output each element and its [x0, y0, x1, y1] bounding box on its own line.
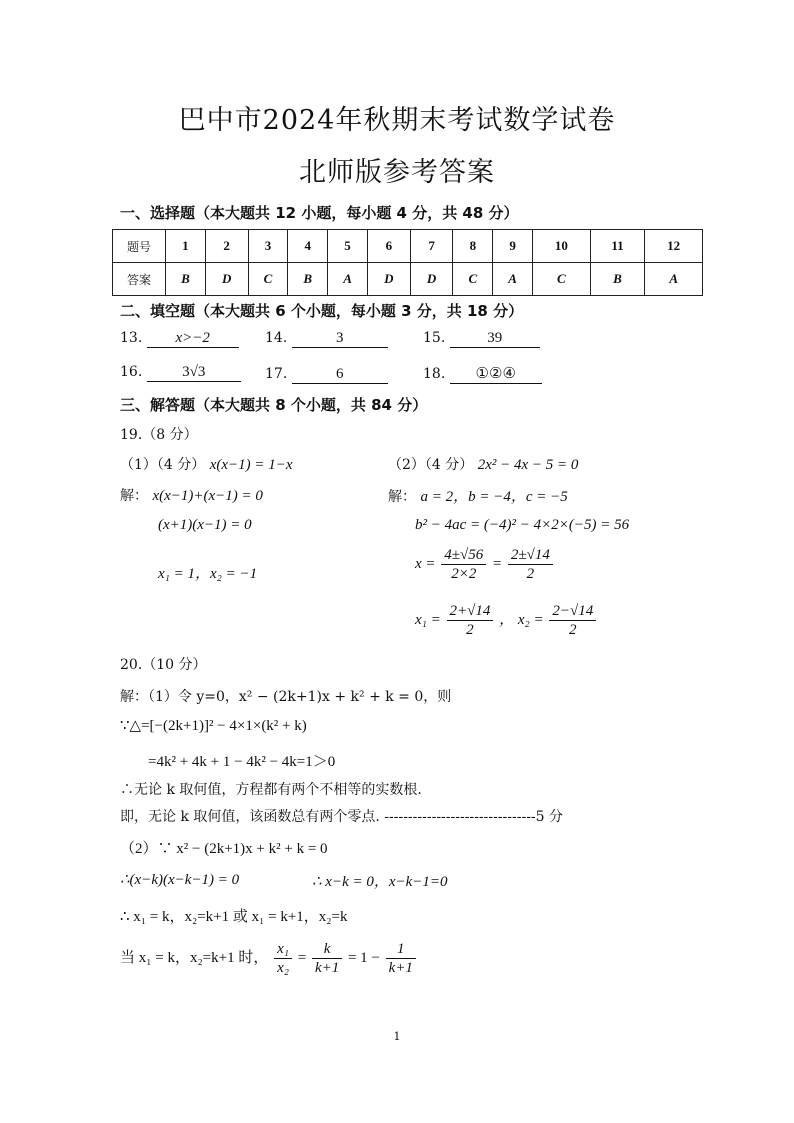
fraction: [441, 546, 486, 583]
question-number-cell: 5: [328, 230, 368, 263]
answer-cell: C: [533, 263, 591, 296]
fill-answer: 39: [450, 330, 540, 348]
q19-part2-line1: [388, 485, 568, 506]
numerator: k: [312, 940, 342, 959]
q19-part1-line1: [120, 485, 263, 505]
q19-part1-header: [120, 454, 293, 474]
item-number: 15.: [423, 330, 446, 346]
question-number-cell: 11: [590, 230, 645, 263]
fraction: [274, 940, 292, 977]
question-number-cell: 4: [288, 230, 328, 263]
answer-table: [112, 229, 703, 296]
fraction: [549, 602, 596, 639]
question-number-cell: 6: [367, 230, 410, 263]
q19-title: 19.（8 分）: [120, 427, 198, 443]
q20-line3: =4k² + 4k + 1 − 4k² − 4k=1＞0: [148, 754, 336, 770]
q20-line5: 即，无论 k 取何值，该函数总有两个零点. --------------------------------5 分: [120, 809, 564, 825]
solve-prefix: 解：: [120, 488, 148, 504]
q20-line4: ∴无论 k 取何值，方程都有两个不相等的实数根.: [120, 782, 422, 798]
row-label-number: 题号: [113, 230, 166, 263]
condition-prefix: 当 x₁ = k，x₂=k+1 时，: [120, 949, 269, 966]
question-number-cell: 12: [645, 230, 703, 263]
q20-line6: （2）∵ x² − (2k+1)x + k² + k = 0: [120, 841, 328, 857]
answer-cell: D: [367, 263, 410, 296]
equation: x(x−1)+(x−1) = 0: [152, 488, 263, 504]
section-3-heading: 三、解答题（本大题共 8 个小题，共 84 分）: [120, 396, 428, 414]
solve-prefix: 解：: [388, 489, 416, 505]
denominator: k+1: [388, 960, 413, 976]
fraction: [386, 940, 416, 977]
item-number: 17.: [265, 366, 288, 382]
fraction: [447, 602, 494, 639]
numerator: 1: [386, 940, 416, 959]
x-label: x =: [415, 555, 436, 572]
answer-cell: A: [645, 263, 703, 296]
equation: 2x² − 4x − 5 = 0: [477, 457, 579, 473]
question-number-cell: 8: [453, 230, 493, 263]
fill-item-16: [120, 364, 241, 382]
item-number: 14.: [265, 330, 288, 346]
part-label: （1）（4 分）: [120, 457, 206, 473]
q19-part2-roots: [415, 602, 598, 639]
q20-line2: ∵△=[−(2k+1)]² − 4×1×(k² + k): [120, 718, 307, 734]
denominator: 2: [569, 622, 577, 638]
page-subtitle: 北师版参考答案: [299, 157, 495, 188]
row-label-answer: 答案: [113, 263, 166, 296]
expression-rest: = 1 −: [347, 949, 380, 966]
equation: x(x−1) = 1−x: [209, 457, 293, 473]
question-number-cell: 2: [205, 230, 248, 263]
fill-answer: x>−2: [147, 330, 239, 348]
q20-line9: [120, 940, 418, 977]
equals-sign: =: [492, 555, 503, 572]
part-label: （2）（4 分）: [388, 457, 474, 473]
fraction: [508, 546, 553, 583]
question-number-cell: 10: [533, 230, 591, 263]
page-number: 1: [393, 1030, 401, 1043]
equation: a = 2，b = −4，c = −5: [420, 489, 568, 505]
numerator: 4±√56: [441, 546, 486, 565]
fill-answer: 6: [292, 366, 388, 384]
item-number: 13.: [120, 330, 143, 346]
answer-cell: B: [590, 263, 645, 296]
question-number-cell: 9: [493, 230, 533, 263]
q19-part1-line2: (x+1)(x−1) = 0: [158, 517, 252, 533]
x1-label: x₁ =: [415, 611, 441, 628]
fill-answer: 3: [292, 330, 388, 348]
question-number-cell: 1: [166, 230, 206, 263]
fill-item-17: [265, 366, 388, 384]
section-2-heading: 二、填空题（本大题共 6 个小题，每小题 3 分，共 18 分）: [120, 302, 524, 320]
q19-part2-discriminant: b² − 4ac = (−4)² − 4×2×(−5) = 56: [415, 517, 630, 533]
numerator: 2+√14: [447, 602, 494, 621]
question-number-cell: 7: [410, 230, 453, 263]
fill-answer: ①②④: [450, 366, 542, 384]
answer-cell: A: [328, 263, 368, 296]
q19-part2-header: [388, 454, 578, 474]
numerator: 2±√14: [508, 546, 553, 565]
q20-line1: 解：（1）令 y=0，x² − (2k+1)x + k² + k = 0，则: [120, 689, 452, 705]
fill-item-15: [423, 330, 540, 348]
denominator: 2: [526, 566, 535, 582]
fill-item-13: [120, 330, 239, 348]
q19-part2-formula: [415, 546, 555, 583]
x2-label: x₂ =: [517, 611, 544, 628]
fill-item-18: [423, 366, 542, 384]
fraction: [312, 940, 342, 977]
item-number: 18.: [423, 366, 446, 382]
answer-cell: C: [248, 263, 288, 296]
fill-item-14: [265, 330, 388, 348]
denominator: 2×2: [451, 566, 477, 582]
answer-cell: D: [410, 263, 453, 296]
denominator: k+1: [314, 960, 340, 976]
q20-line7-factored: ∴(x−k)(x−k−1) = 0: [120, 872, 240, 888]
answer-cell: B: [166, 263, 206, 296]
answer-cell: C: [453, 263, 493, 296]
question-number-cell: 3: [248, 230, 288, 263]
q20-title: 20.（10 分）: [120, 657, 207, 673]
separator: ，: [499, 611, 515, 628]
page-title: 巴中市2024年秋期末考试数学试卷: [178, 105, 616, 136]
q20-line8: ∴ x₁ = k，x₂=k+1 或 x₁ = k+1，x₂=k: [120, 909, 348, 925]
fill-answer: 3√3: [147, 364, 241, 382]
numerator: 2−√14: [549, 602, 596, 621]
section-1-heading: 一、选择题（本大题共 12 小题，每小题 4 分，共 48 分）: [120, 204, 519, 222]
answer-cell: D: [205, 263, 248, 296]
answer-cell: B: [288, 263, 328, 296]
denominator: 2: [466, 622, 474, 638]
denominator: x₂: [277, 960, 289, 976]
answer-cell: A: [493, 263, 533, 296]
q19-part1-line3: x₁ = 1，x₂ = −1: [158, 566, 258, 582]
equals-sign: =: [297, 949, 307, 966]
item-number: 16.: [120, 364, 143, 380]
q20-line7-roots: ∴ x−k = 0，x−k−1=0: [312, 874, 448, 890]
numerator: x₁: [274, 940, 292, 959]
